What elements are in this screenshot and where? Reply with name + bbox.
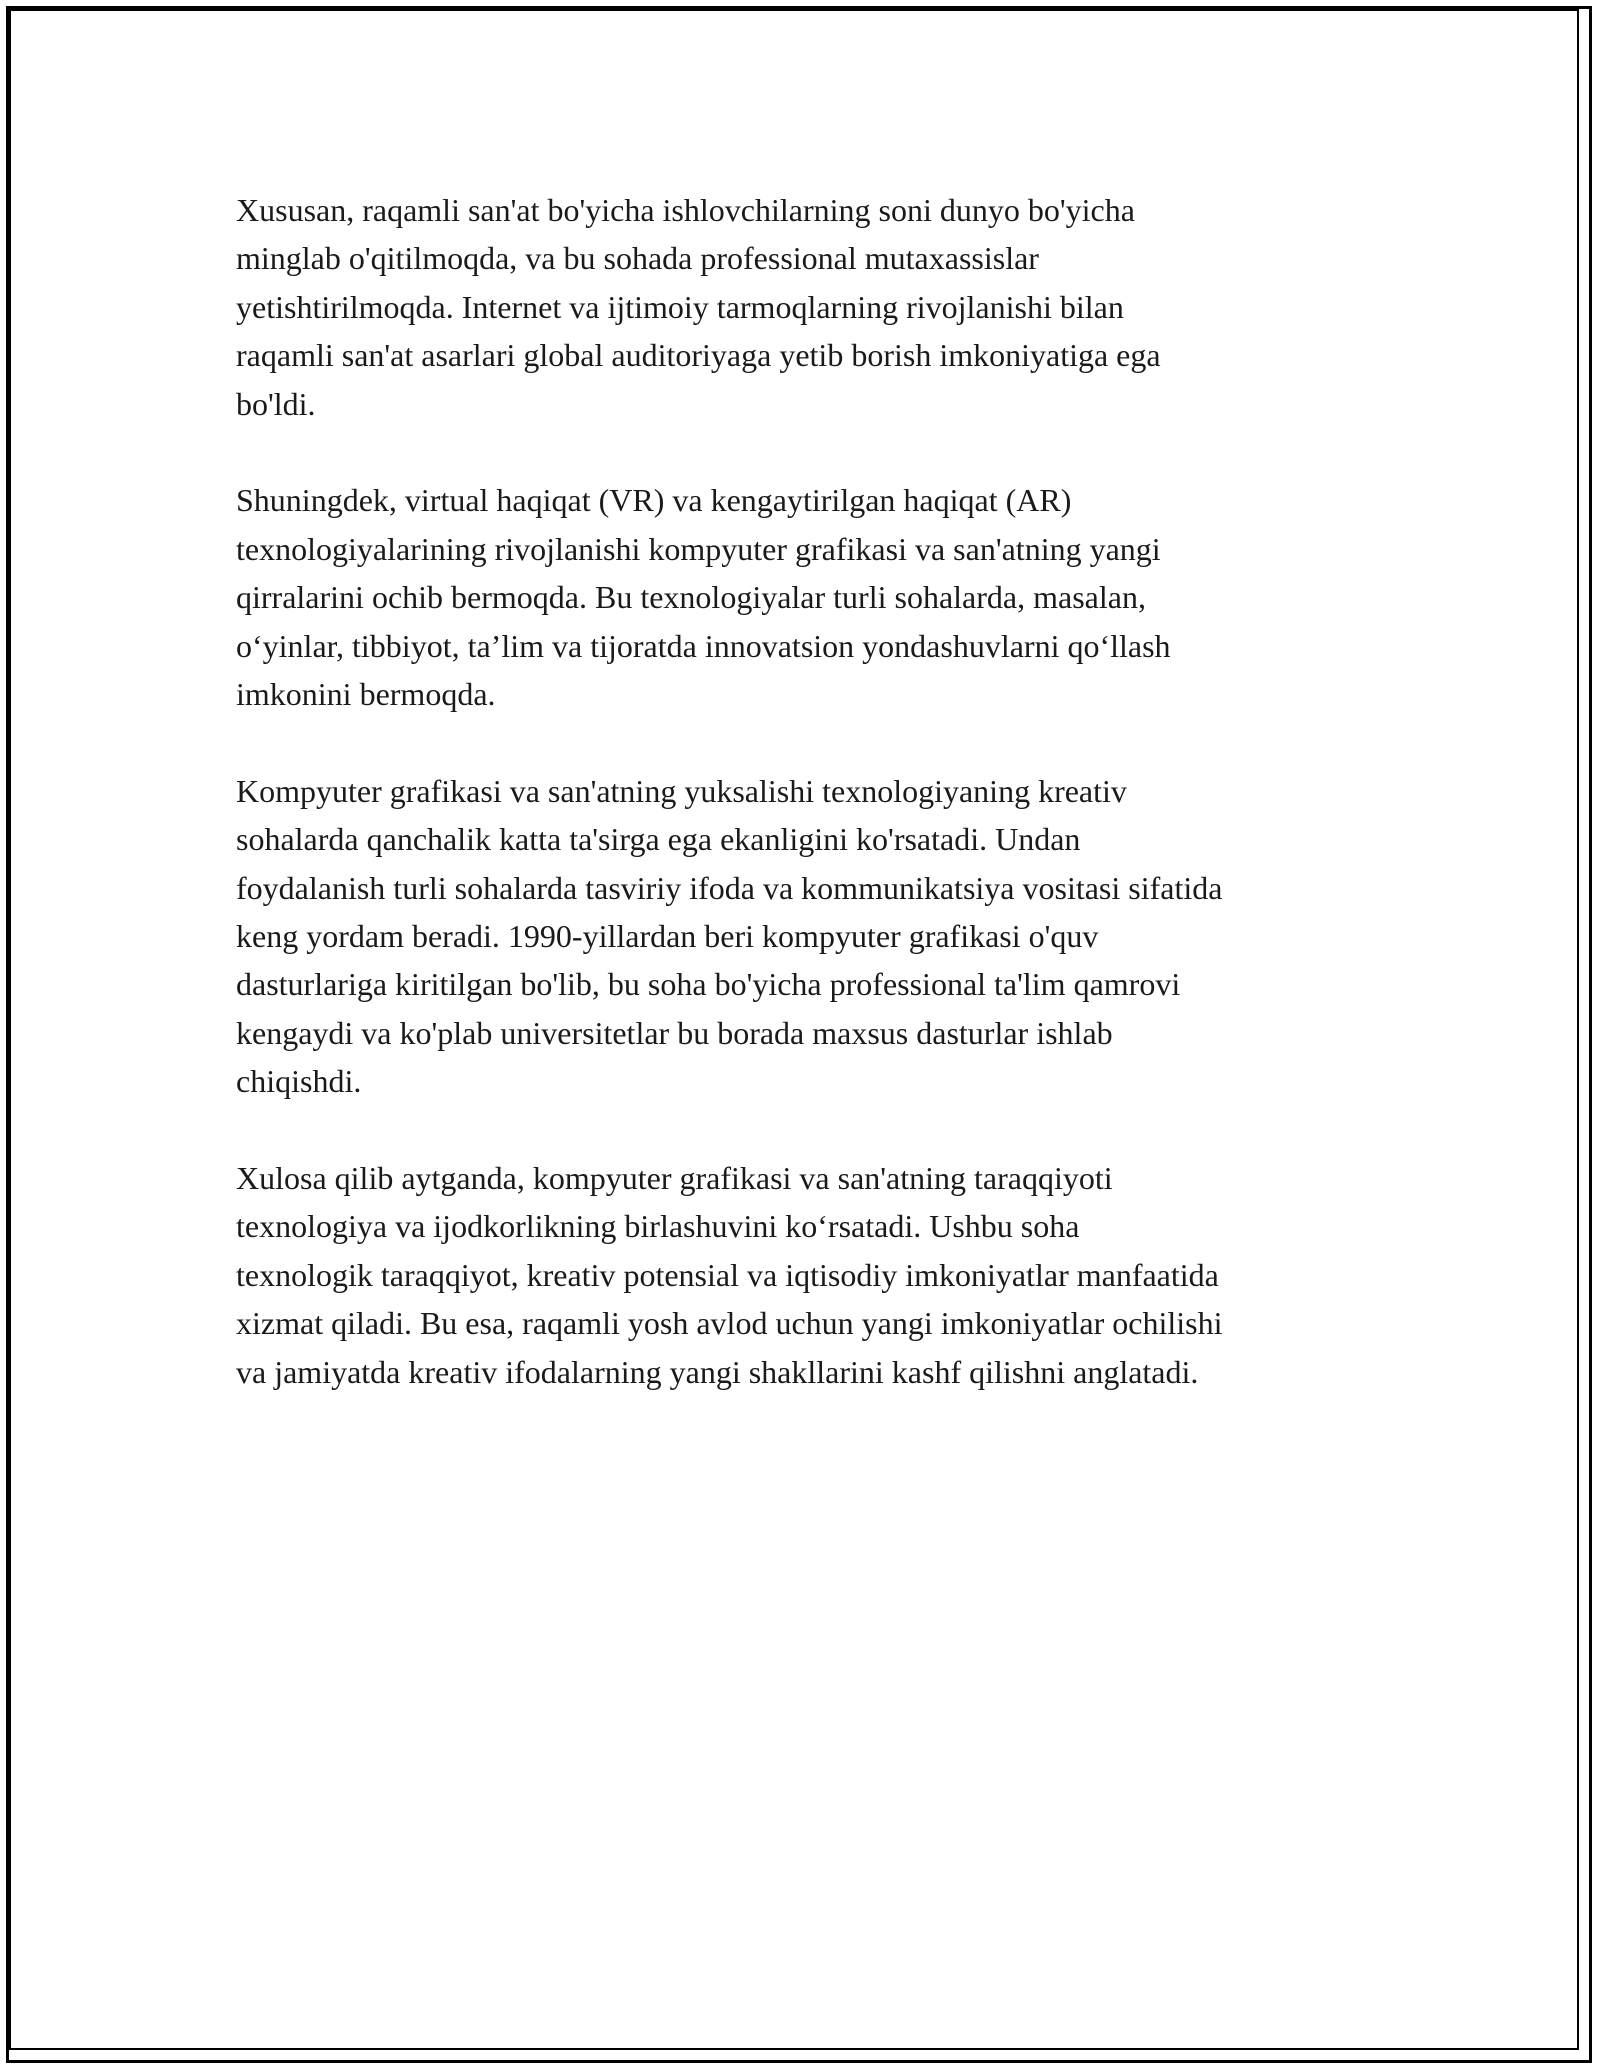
paragraph <box>236 767 1376 1106</box>
text-line: yetishtirilmoqda. Internet va ijtimoiy tarmoqlarning rivojlanishi bilan <box>236 288 1124 325</box>
text-line: xizmat qiladi. Bu esa, raqamli yosh avlod uchun yangi imkoniyatlar ochilishi <box>236 1305 1223 1342</box>
text-line: foydalanish turli sohalarda tasviriy ifoda va kommunikatsiya vositasi sifatida <box>236 869 1223 906</box>
text-line: kengaydi va ko'plab universitetlar bu borada maxsus dasturlar ishlab <box>236 1014 1113 1051</box>
text-line: dasturlariga kiritilgan bo'lib, bu soha bo'yicha professional ta'lim qamrovi <box>236 966 1181 1003</box>
text-line: raqamli san'at asarlari global auditoriyaga yetib borish imkoniyatiga ega <box>236 337 1161 374</box>
text-line: o‘yinlar, tibbiyot, ta’lim va tijoratda innovatsion yondashuvlarni qo‘llash <box>236 627 1171 664</box>
text-line: texnologiya va ijodkorlikning birlashuvini ko‘rsatadi. Ushbu soha <box>236 1208 1080 1245</box>
text-line: Xulosa qilib aytganda, kompyuter grafikasi va san'atning taraqqiyoti <box>236 1160 1113 1197</box>
text-line: qirralarini ochib bermoqda. Bu texnologiyalar turli sohalarda, masalan, <box>236 579 1146 616</box>
text-line: keng yordam beradi. 1990-yillardan beri kompyuter grafikasi o'quv <box>236 918 1099 955</box>
text-line: texnologik taraqqiyot, kreativ potensial va iqtisodiy imkoniyatlar manfaatida <box>236 1256 1219 1293</box>
document-body <box>236 186 1376 1445</box>
text-line: chiqishdi. <box>236 1063 362 1100</box>
paragraph <box>236 1154 1376 1396</box>
text-line: va jamiyatda kreativ ifodalarning yangi shakllarini kashf qilishni anglatadi. <box>236 1353 1199 1390</box>
text-line: Shuningdek, virtual haqiqat (VR) va kengaytirilgan haqiqat (AR) <box>236 482 1072 519</box>
text-line: imkonini bermoqda. <box>236 676 496 713</box>
paragraph <box>236 476 1376 718</box>
text-line: Xususan, raqamli san'at bo'yicha ishlovchilarning soni dunyo bo'yicha <box>236 192 1135 228</box>
text-line: sohalarda qanchalik katta ta'sirga ega ekanligini ko'rsatadi. Undan <box>236 821 1081 858</box>
paragraph <box>236 186 1376 428</box>
text-line: minglab o'qitilmoqda, va bu sohada professional mutaxassislar <box>236 240 1039 277</box>
text-line: bo'ldi. <box>236 385 316 422</box>
text-line: texnologiyalarining rivojlanishi kompyuter grafikasi va san'atning yangi <box>236 530 1161 567</box>
text-line: Kompyuter grafikasi va san'atning yuksalishi texnologiyaning kreativ <box>236 772 1127 809</box>
